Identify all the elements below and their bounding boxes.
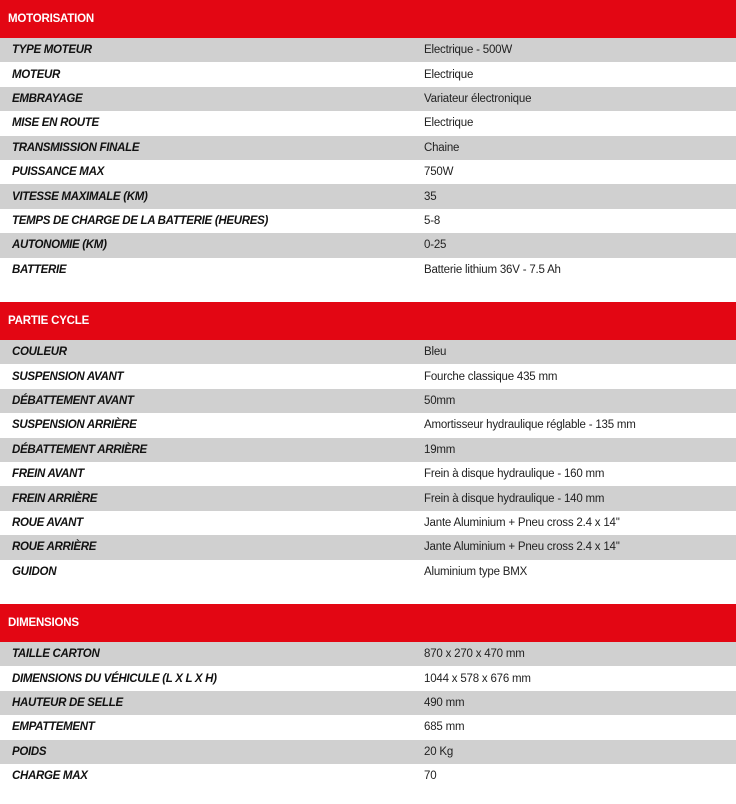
spec-label: DÉBATTEMENT AVANT	[12, 394, 134, 407]
section-header-partie-cycle: PARTIE CYCLE	[0, 302, 736, 340]
spec-row	[0, 438, 736, 462]
spec-value: 870 x 270 x 470 mm	[424, 648, 525, 661]
spec-value: 50mm	[424, 394, 456, 407]
spec-row	[0, 364, 736, 388]
spec-label: EMBRAYAGE	[12, 92, 83, 105]
spec-row	[0, 642, 736, 666]
spec-row	[0, 87, 736, 111]
spec-value: 35	[424, 190, 437, 203]
spec-value: Fourche classique 435 mm	[424, 370, 558, 383]
spec-label: POIDS	[12, 745, 47, 758]
section-header-motorisation: MOTORISATION	[0, 0, 736, 38]
section-partie-cycle	[0, 302, 736, 584]
spec-value: Electrique	[424, 68, 474, 81]
spec-value: Jante Aluminium + Pneu cross 2.4 x 14''	[424, 516, 620, 529]
spec-row	[0, 413, 736, 437]
spec-row	[0, 511, 736, 535]
spec-value: 1044 x 578 x 676 mm	[424, 672, 531, 685]
spec-label: GUIDON	[12, 565, 57, 578]
spec-row	[0, 184, 736, 208]
spec-label: COULEUR	[12, 346, 67, 359]
spec-value: 20 Kg	[424, 745, 454, 758]
spec-row	[0, 340, 736, 364]
spec-value: Electrique - 500W	[424, 44, 512, 57]
spec-row	[0, 486, 736, 510]
spec-row	[0, 136, 736, 160]
spec-row	[0, 560, 736, 584]
spec-label: ROUE AVANT	[12, 516, 83, 529]
spec-row	[0, 764, 736, 788]
spec-value: 685 mm	[424, 721, 465, 734]
spec-value: Amortisseur hydraulique réglable - 135 mm	[424, 419, 636, 432]
spec-label: DIMENSIONS DU VÉHICULE (L X L X H)	[12, 672, 217, 685]
spec-value: 490 mm	[424, 696, 465, 709]
spec-label: HAUTEUR DE SELLE	[12, 696, 123, 709]
spec-label: TAILLE CARTON	[12, 648, 100, 661]
spec-value: Batterie lithium 36V - 7.5 Ah	[424, 263, 561, 276]
spec-label: MOTEUR	[12, 68, 61, 81]
spec-label: MISE EN ROUTE	[12, 117, 99, 130]
spec-label: BATTERIE	[12, 263, 67, 276]
spec-row	[0, 38, 736, 62]
spec-value: Jante Aluminium + Pneu cross 2.4 x 14''	[424, 541, 620, 554]
spec-row	[0, 62, 736, 86]
section-header-dimensions: DIMENSIONS	[0, 604, 736, 642]
spec-value: Frein à disque hydraulique - 140 mm	[424, 492, 605, 505]
spec-label: DÉBATTEMENT ARRIÈRE	[12, 443, 147, 456]
spec-label: TYPE MOTEUR	[12, 44, 92, 57]
spec-label: FREIN ARRIÈRE	[12, 492, 98, 505]
section-dimensions	[0, 604, 736, 788]
spec-row	[0, 691, 736, 715]
spec-value: 19mm	[424, 443, 456, 456]
spec-row	[0, 535, 736, 559]
spec-value: 0-25	[424, 239, 447, 252]
spec-value: Frein à disque hydraulique - 160 mm	[424, 468, 605, 481]
spec-row	[0, 666, 736, 690]
spec-value: Aluminium type BMX	[424, 565, 528, 578]
spec-label: AUTONOMIE (KM)	[12, 239, 107, 252]
spec-label: SUSPENSION ARRIÈRE	[12, 419, 137, 432]
spec-row	[0, 209, 736, 233]
spec-row	[0, 462, 736, 486]
spec-value: Variateur électronique	[424, 92, 532, 105]
spec-value: Chaine	[424, 141, 460, 154]
spec-row	[0, 389, 736, 413]
spec-value: Bleu	[424, 346, 447, 359]
spec-label: VITESSE MAXIMALE (KM)	[12, 190, 148, 203]
spec-label: SUSPENSION AVANT	[12, 370, 124, 383]
spec-row	[0, 160, 736, 184]
spec-label: FREIN AVANT	[12, 468, 84, 481]
spec-value: 70	[424, 770, 437, 783]
section-motorisation	[0, 0, 736, 282]
spec-label: EMPATTEMENT	[12, 721, 95, 734]
spec-label: TEMPS DE CHARGE DE LA BATTERIE (HEURES)	[12, 214, 269, 227]
spec-label: TRANSMISSION FINALE	[12, 141, 140, 154]
spec-label: PUISSANCE MAX	[12, 166, 104, 179]
spec-value: Electrique	[424, 117, 474, 130]
spec-label: CHARGE MAX	[12, 770, 88, 783]
spec-row	[0, 740, 736, 764]
spec-row	[0, 715, 736, 739]
spec-value: 5-8	[424, 214, 441, 227]
spec-value: 750W	[424, 166, 454, 179]
spec-row	[0, 233, 736, 257]
spec-row	[0, 111, 736, 135]
spec-label: ROUE ARRIÈRE	[12, 541, 97, 554]
spec-row	[0, 258, 736, 282]
